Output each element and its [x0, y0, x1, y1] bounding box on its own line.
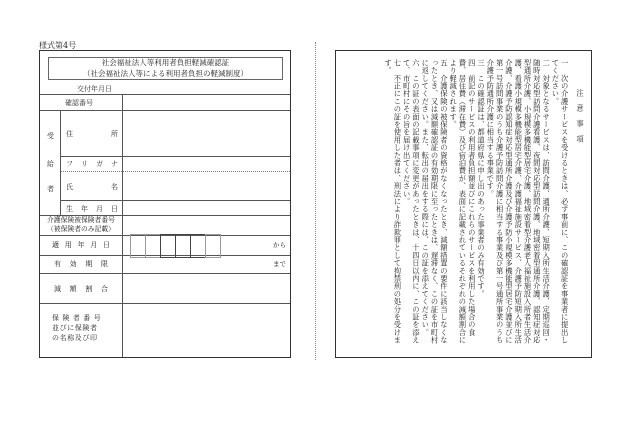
notes-title: 注意事項	[576, 89, 585, 151]
insurer-number-cell[interactable]	[205, 234, 221, 258]
reduction-rate-label: 減 額 割 合	[54, 285, 108, 293]
birthdate-label: 生 年 月 日	[66, 205, 118, 213]
address-label: 住 所	[66, 130, 118, 138]
notes-text	[384, 59, 585, 351]
validity-suffix: まで	[273, 260, 286, 268]
furigana-label: フ リ ガ ナ	[66, 160, 118, 168]
reduction-rate-field[interactable]	[123, 274, 290, 303]
certificate-title: 社会福祉法人等利用者負担軽減確認証	[101, 58, 230, 67]
certificate-subtitle: （社会福祉法人等による利用者負担の軽減制度）	[83, 68, 248, 78]
name-field[interactable]	[123, 172, 290, 200]
notes-card	[335, 50, 592, 358]
address-field[interactable]	[123, 111, 290, 156]
insurer-label: 保 険 者 番 号 並びに保険者 の名称及び印	[52, 314, 102, 342]
insured-number-field[interactable]	[123, 216, 290, 235]
validity-label: 有 効 期 限	[54, 260, 108, 268]
issue-date-label: 交付年月日	[77, 85, 112, 93]
note-item: 二 対象となるサービスは、訪問介護、通所介護、短期入所生活介護、定期巡回・随時対応型訪問介護看護、夜間対応型訪問介護、地域密着型通所介護、認知症対応型通所介護、小規模多機能型居宅介護、地域密着型介護老人福祉施設入所者生活介護、看護小規模多機能型居宅介護、介護福祉施設サービス、介護予防短期入所生活介護、介護予防認知症対応型通所介護及び介護予防小規模多機能型居宅介護並びに第一号訪問事業のうち介護予防訪問介護に相当する事業及び第一号通所事業のうち介護予防通所介護に相当する事業です。	[486, 59, 552, 344]
note-item: 六 この証の表面の記載事項に変更があったときは、十四日以内に、この証を添えて、市町村にその旨を届け出てください。	[402, 59, 421, 344]
recipient-label-1: 受	[47, 132, 54, 140]
note-item: 一 次の介護サービスを受けるときは、必ず事前に、この確認証を事業者に提出してください。	[551, 59, 570, 344]
fold-line	[315, 42, 316, 360]
validity-field[interactable]	[123, 256, 290, 273]
confirmation-number-field[interactable]	[123, 95, 290, 110]
confirmation-number-label: 確認番号	[65, 99, 93, 107]
insurer-number-cell[interactable]	[130, 234, 146, 258]
note-item: 四 前記のサービスの利用者負担額並びにこれらのサービスを利用した場合の食費、居住費（滞在費）及び宿泊費が、表面に記載されているそれぞれの減額割合により軽減されます。	[449, 59, 477, 344]
insurer-number-cell[interactable]	[160, 234, 176, 258]
note-item: 三 この確認証は、都道府県に申し出のあった事業者のみ有効です。	[477, 59, 487, 298]
recipient-label-2: 給	[47, 160, 54, 168]
insurer-number-cell[interactable]	[190, 234, 206, 258]
name-label: 氏 名	[66, 183, 118, 191]
insurer-number-cell[interactable]	[145, 234, 161, 258]
certificate-title-box	[48, 57, 283, 80]
insurer-number-cell[interactable]	[175, 234, 191, 258]
insured-number-label: 介護保険被保険者番号 （被保険者のみ記載）	[47, 216, 115, 233]
application-date-label: 適 用 年 月 日	[52, 241, 110, 249]
recipient-label-3: 者	[47, 185, 54, 193]
application-date-suffix: から	[273, 241, 286, 249]
certificate-card	[39, 50, 291, 358]
note-item: 七 不正にこの証を使用した者は、刑法により詐欺罪として拘禁刑の処分を受けます。	[384, 59, 403, 344]
insurer-number-cells	[130, 234, 220, 258]
furigana-field[interactable]	[123, 157, 290, 171]
birthdate-field[interactable]	[123, 201, 290, 215]
note-item: 五 介護保険の被保険者の資格がなくなったとき、減額措置の要件に該当しなくなったとき、又は減額確認証の有効期限に至ったときは、遅滞なく、この証を市町村に返してください。また、転出の届出をする際には、この証を添えてください。	[421, 59, 449, 344]
form-number: 様式第4号	[39, 41, 77, 50]
